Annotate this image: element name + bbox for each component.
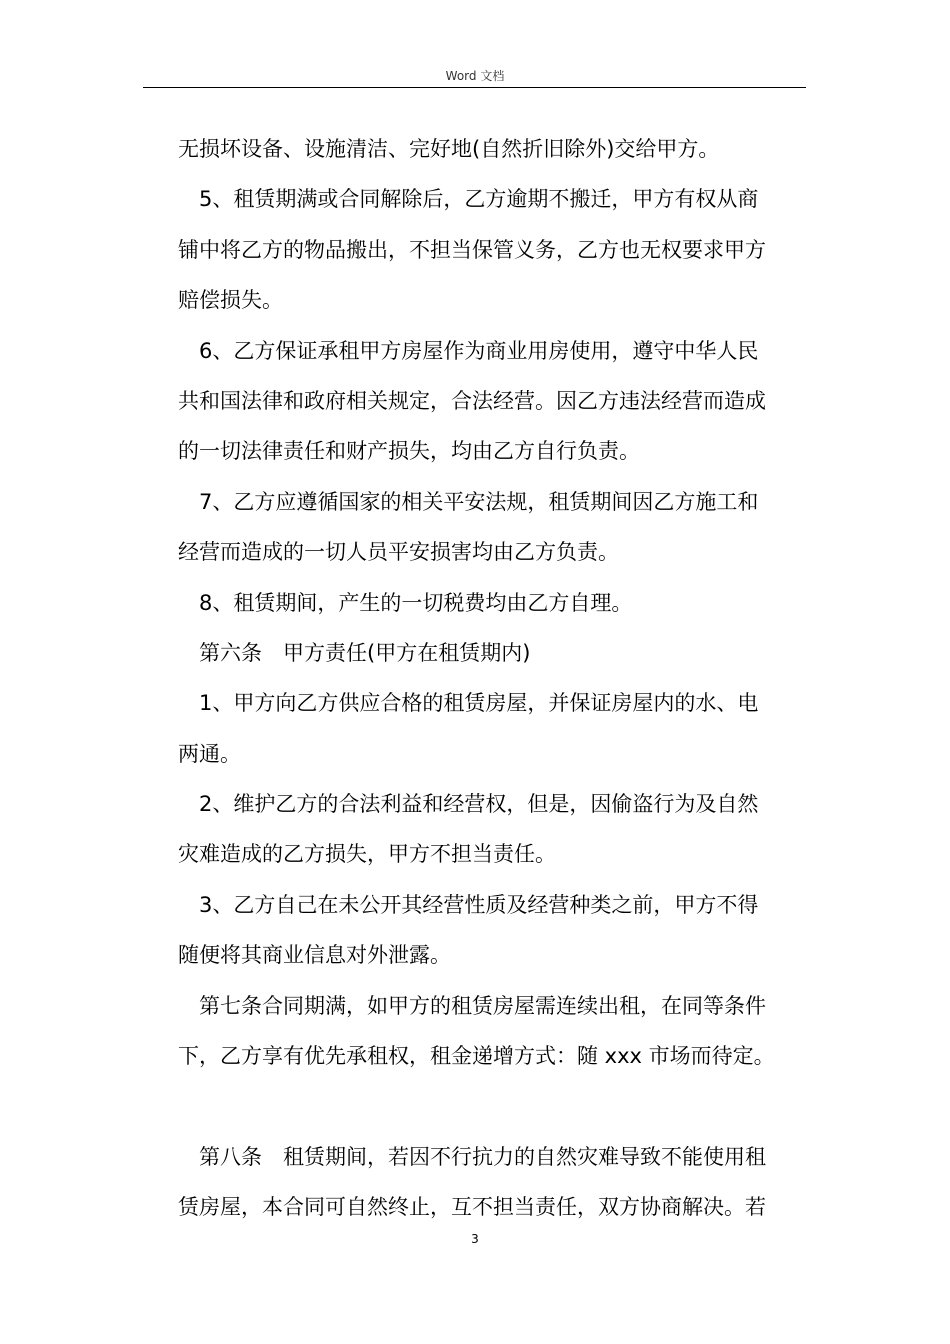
text-line: 8、租赁期间，产生的一切税费均由乙方自理。 [199, 590, 633, 615]
text-line: 赔偿损失。 [178, 288, 283, 313]
section-heading: 第六条 甲方责任(甲方在租赁期内) [199, 640, 531, 665]
document-body [178, 124, 808, 1233]
text-line: 5、租赁期满或合同解除后，乙方逾期不搬迁，甲方有权从商 [199, 187, 759, 212]
text-line: 的一切法律责任和财产损失，均由乙方自行负责。 [178, 439, 640, 464]
text-line: 经营而造成的一切人员平安损害均由乙方负责。 [178, 540, 619, 565]
page-header: Word 文档 [445, 69, 505, 83]
text-line: 第八条 租赁期间，若因不行抗力的自然灾难导致不能使用租 [199, 1144, 766, 1169]
text-line: 7、乙方应遵循国家的相关平安法规，租赁期间因乙方施工和 [199, 489, 759, 514]
text-line: 赁房屋，本合同可自然终止，互不担当责任，双方协商解决。若 [178, 1195, 766, 1220]
text-line: 下，乙方享有优先承租权，租金递增方式：随 xxx 市场而待定。 [178, 1044, 775, 1069]
text-line: 第七条合同期满，如甲方的租赁房屋需连续出租，在同等条件 [199, 993, 766, 1018]
text-line: 灾难造成的乙方损失，甲方不担当责任。 [178, 842, 556, 867]
text-line: 两通。 [178, 741, 241, 766]
text-line: 随便将其商业信息对外泄露。 [178, 943, 451, 968]
text-line: 3、乙方自己在未公开其经营性质及经营种类之前，甲方不得 [199, 892, 759, 917]
text-line: 2、维护乙方的合法利益和经营权，但是，因偷盗行为及自然 [199, 792, 759, 817]
page-number: 3 [471, 1232, 479, 1246]
text-line: 6、乙方保证承租甲方房屋作为商业用房使用，遵守中华人民 [199, 338, 759, 363]
blank-line [178, 1081, 808, 1131]
text-line: 1、甲方向乙方供应合格的租赁房屋，并保证房屋内的水、电 [199, 691, 759, 716]
text-line: 无损坏设备、设施清洁、完好地(自然折旧除外)交给甲方。 [178, 137, 720, 161]
text-line: 铺中将乙方的物品搬出，不担当保管义务，乙方也无权要求甲方 [178, 237, 766, 262]
header-divider [143, 87, 806, 88]
text-line: 共和国法律和政府相关规定，合法经营。因乙方违法经营而造成 [178, 388, 766, 413]
